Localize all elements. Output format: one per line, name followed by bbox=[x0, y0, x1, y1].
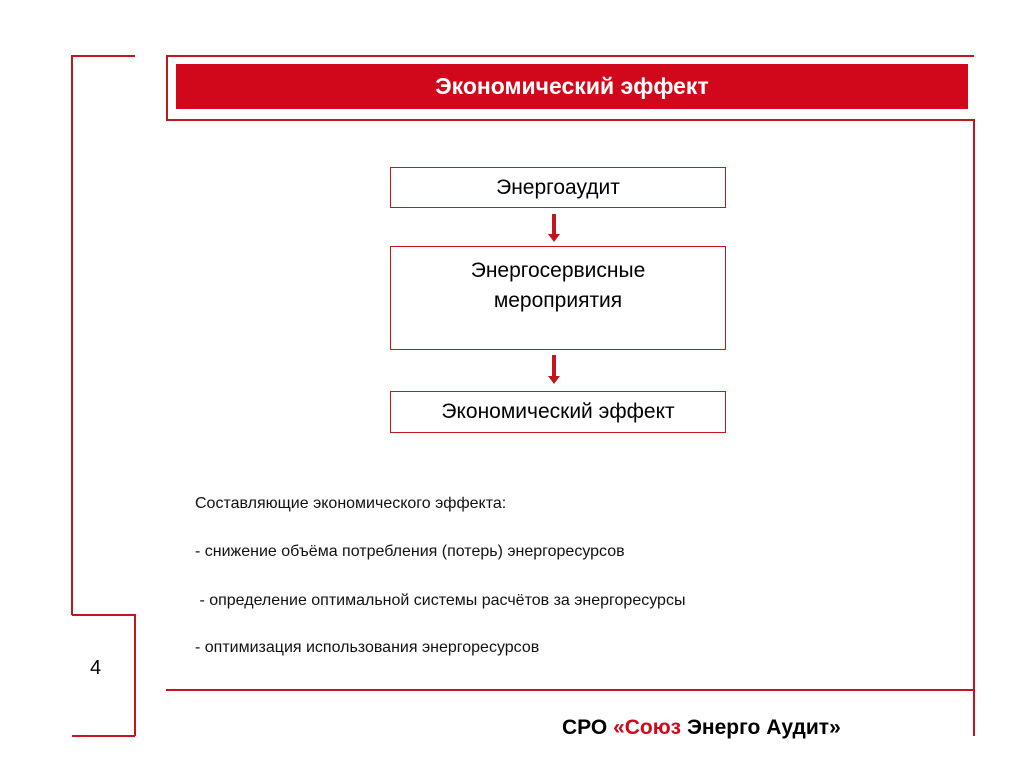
components-heading: Составляющие экономического эффекта: bbox=[195, 495, 507, 512]
footer-brand-highlight: «Союз bbox=[613, 716, 682, 739]
frame-line-left-vertical bbox=[71, 55, 73, 615]
flow-arrow-down-icon bbox=[548, 214, 560, 242]
list-item: - определение оптимальной системы расчётов за энергоресурсы bbox=[195, 592, 686, 609]
footer-brand bbox=[562, 716, 841, 740]
frame-line-title-bottom bbox=[166, 119, 974, 121]
flow-box-label: Энергосервисные мероприятия bbox=[470, 259, 646, 312]
frame-line-right-vertical bbox=[973, 119, 975, 736]
frame-line-title-left bbox=[166, 55, 168, 120]
frame-line-top-left bbox=[72, 55, 135, 57]
frame-line-footer bbox=[166, 689, 974, 691]
footer-suffix: Энерго Аудит» bbox=[681, 716, 841, 739]
page-number: 4 bbox=[90, 657, 102, 679]
flow-arrow-down-icon bbox=[548, 355, 560, 384]
footer-prefix: СРО bbox=[562, 716, 614, 739]
frame-line-bottom-left bbox=[72, 735, 135, 737]
flow-box-energy-audit bbox=[390, 167, 726, 208]
page-title: Экономический эффект bbox=[176, 64, 968, 109]
flow-box-label: Экономический эффект bbox=[441, 400, 675, 423]
flow-box-label: Энергоаудит bbox=[496, 176, 620, 199]
list-item: - снижение объёма потребления (потерь) энергоресурсов bbox=[195, 543, 625, 560]
flow-box-energy-service-measures bbox=[390, 246, 726, 350]
frame-line-title-top bbox=[166, 55, 974, 57]
list-item: - оптимизация использования энергоресурсов bbox=[195, 639, 540, 656]
flow-box-economic-effect bbox=[390, 391, 726, 433]
frame-line-page-box-vertical bbox=[134, 614, 136, 736]
frame-line-left-mid bbox=[72, 614, 135, 616]
